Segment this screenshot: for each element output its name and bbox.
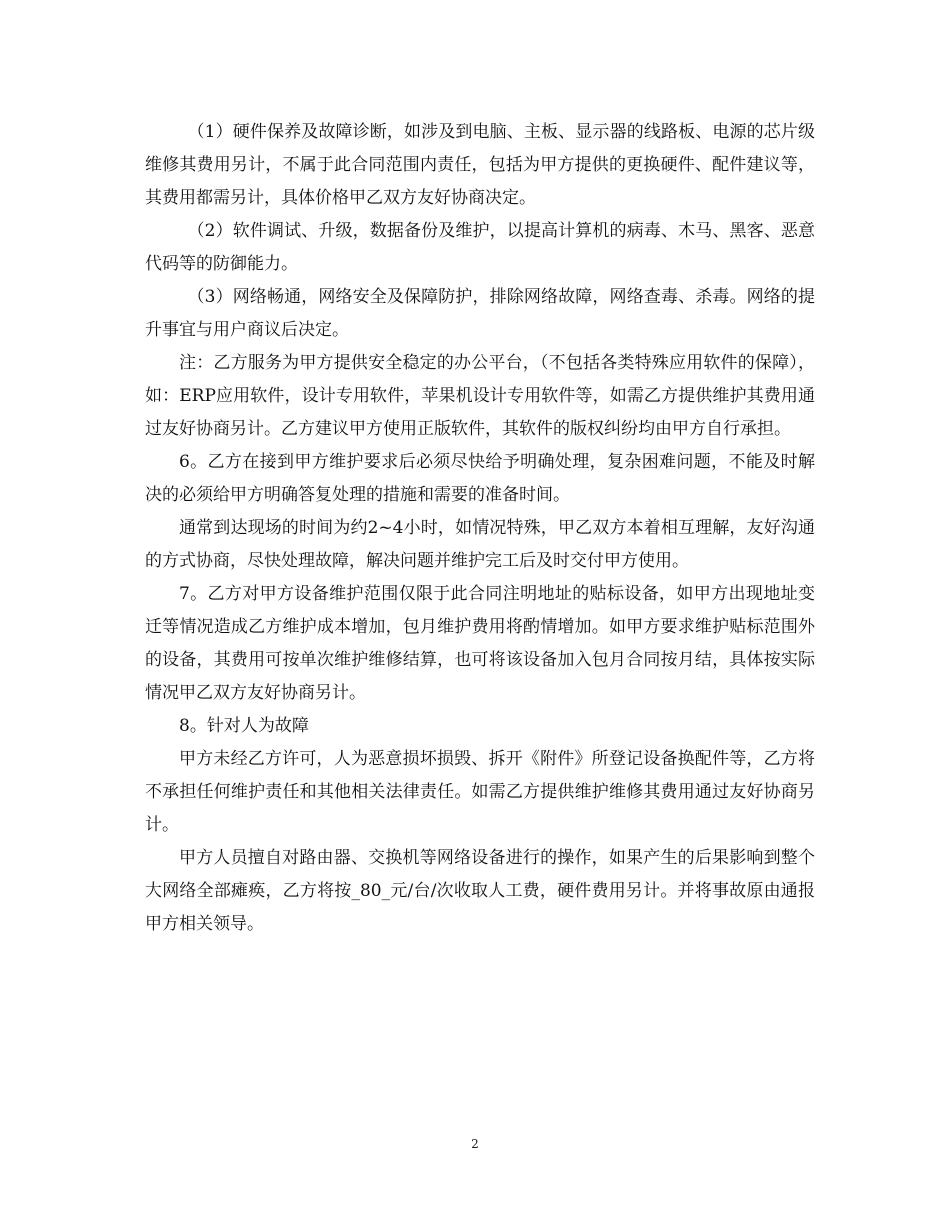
paragraph-network-security: （3）网络畅通，网络安全及保障防护，排除网络故障，网络查毒、杀毒。网络的提升事宜与用户商议后决定。 [145,287,815,340]
paragraph-network-operation-fee: 甲方人员擅自对路由器、交换机等网络设备进行的操作，如果产生的后果影响到整个大网络全部瘫痪，乙方将按_80_元/台/次收取人工费，硬件费用另计。并将事故原由通报甲方相关领导。 [145,848,815,934]
paragraph-response-time: 通常到达现场的时间为约2~4小时，如情况特殊，甲乙双方本着相互理解，友好沟通的方式协商，尽快处理故障，解决问题并维护完工后及时交付甲方使用。 [145,518,815,571]
paragraph-clause-6: 6。乙方在接到甲方维护要求后必须尽快给予明确处理，复杂困难问题，不能及时解决的必须给甲方明确答复处理的措施和需要的准备时间。 [145,452,815,505]
document-body [145,116,815,941]
paragraph-unauthorized-damage: 甲方未经乙方许可，人为恶意损坏损毁、拆开《附件》所登记设备换配件等，乙方将不承担任何维护责任和其他相关法律责任。如需乙方提供维护维修其费用通过友好协商另计。 [145,749,815,835]
paragraph-hardware-maintenance: （1）硬件保养及故障诊断，如涉及到电脑、主板、显示器的线路板、电源的芯片级维修其费用另计，不属于此合同范围内责任，包括为甲方提供的更换硬件、配件建议等，其费用都需另计，具体价格甲乙双方友好协商决定。 [145,122,815,208]
paragraph-note: 注：乙方服务为甲方提供安全稳定的办公平台，（不包括各类特殊应用软件的保障），如：ERP应用软件，设计专用软件，苹果机设计专用软件等，如需乙方提供维护其费用通过友好协商另计。乙方建议甲方使用正版软件，其软件的版权纠纷均由甲方自行承担。 [145,353,815,439]
page-number: 2 [471,1137,479,1151]
paragraph-software-debugging: （2）软件调试、升级，数据备份及维护，以提高计算机的病毒、木马、黑客、恶意代码等的防御能力。 [145,221,815,274]
paragraph-clause-8-heading: 8。针对人为故障 [179,716,309,736]
paragraph-clause-7: 7。乙方对甲方设备维护范围仅限于此合同注明地址的贴标设备，如甲方出现地址变迁等情况造成乙方维护成本增加，包月维护费用将酌情增加。如甲方要求维护贴标范围外的设备，其费用可按单次维护维修结算，也可将该设备加入包月合同按月结，具体按实际情况甲乙双方友好协商另计。 [145,584,815,703]
